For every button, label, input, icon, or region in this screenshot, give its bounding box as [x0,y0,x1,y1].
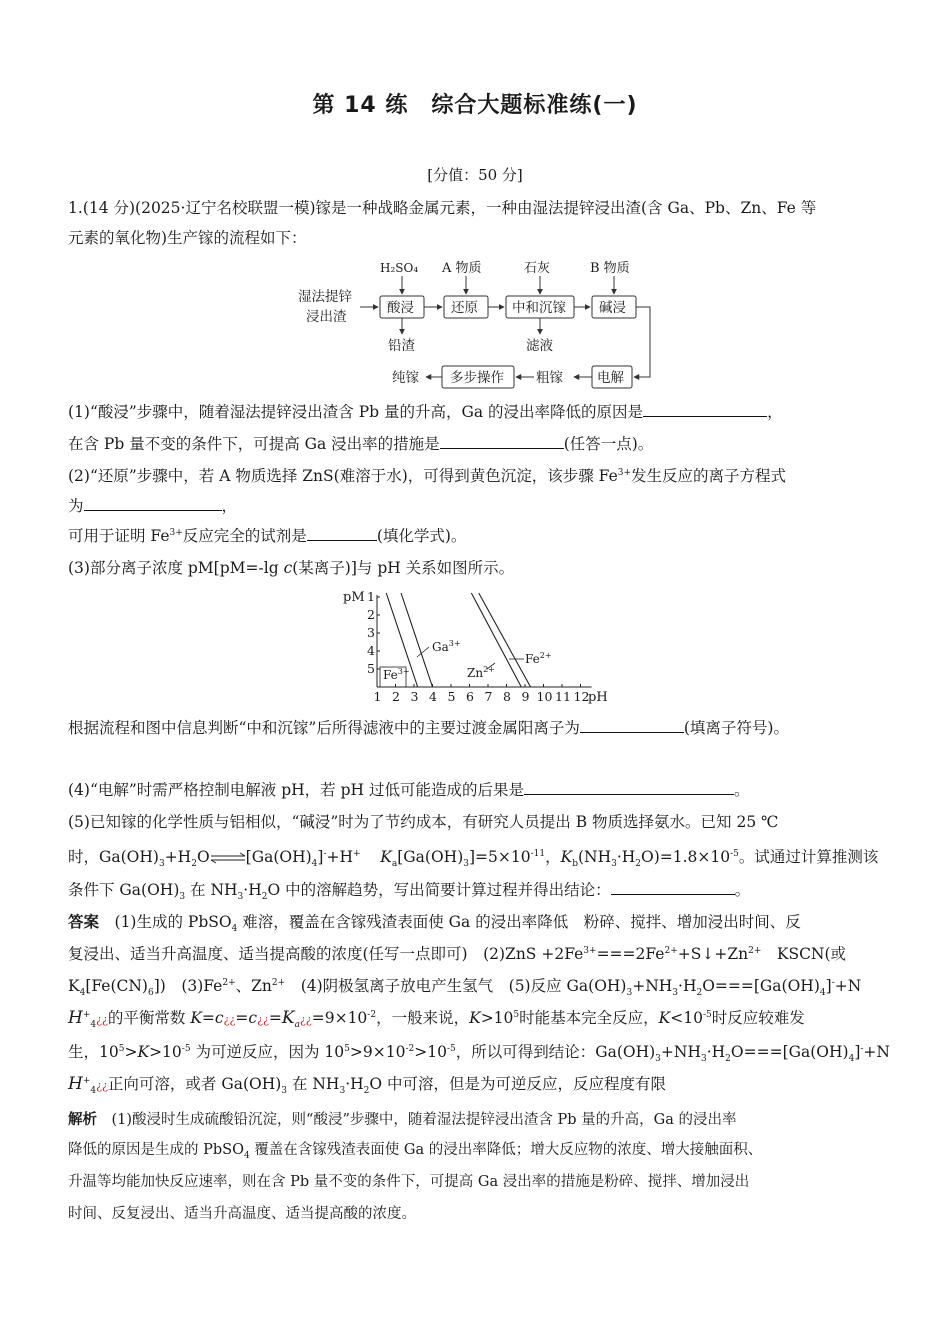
q1-stem-line-1: 1.(14 分)(2025·辽宁名校联盟一模)镓是一种战略金属元素，一种由湿法提锌浸出渣(含 Ga、Pb、Zn、Fe 等 [68,199,817,217]
t: <10 [670,1009,703,1027]
t: 在 NH [185,881,238,899]
s: + [82,1075,91,1086]
t: ·H [616,848,636,866]
chart-label-zn2: $Zn^{2+}$ [467,665,495,680]
s: 3 [463,859,469,870]
analysis-line-1 [68,1108,883,1132]
t: ·H [243,881,262,899]
t: 复浸出、适当升高温度、适当提高酸的浓度(任写一点即可) (2)ZnS +2Fe [68,945,584,963]
text: (填化学式)。 [376,527,467,545]
t: +H [164,848,192,866]
t: 覆盖在含镓残渣表面使 Ga 的浸出率降低；增大反应物的浓度、增大接触面积、 [249,1142,763,1158]
q1-part3-line-a [68,556,883,580]
q1-part5-line-b [68,845,883,869]
s: 3 [179,892,186,903]
s: 3 [626,988,633,999]
t: ] [317,848,324,866]
t: >9×10 [349,1043,406,1061]
answer-line-1 [68,910,883,934]
answer-blank-6[interactable] [524,778,734,795]
flow-start-label-2: 浸出渣 [306,309,347,325]
s: 2 [363,1086,370,1097]
s: 2+ [271,977,286,988]
t: K [68,977,80,995]
s: 3 [237,892,244,903]
s: -5 [730,848,739,859]
s: 4 [311,859,318,870]
t: ¿¿ [299,1013,312,1026]
t: O 中可溶，但是为可逆反应，反应程度有限 [369,1075,667,1093]
t: (1)酸浸时生成硫酸铅沉淀，则“酸浸”步骤中，随着湿法提锌浸出渣含 Pb 量的升高，Ga 的浸出率 [97,1112,737,1128]
t: ¿¿ [96,1013,108,1026]
text: 反应完全的试剂是 [182,527,307,545]
chart-x-label: pH [588,690,608,705]
s: 2 [635,859,642,870]
t: +H [326,848,354,866]
s: 4 [90,1086,97,1097]
t: K [380,848,392,866]
t: [Fe(CN) [85,977,148,995]
answer-blank-5[interactable] [580,716,684,733]
text: (4)“电解”时需严格控制电解液 pH，若 pH 过低可能造成的后果是 [68,781,524,799]
y-tick-label: 5 [367,661,375,676]
s: 3 [281,1086,288,1097]
t: [Ga(OH) [397,848,464,866]
t: +N [863,1043,890,1061]
t: ¿¿ [96,1079,108,1092]
text: c [283,559,293,577]
t: >10 [414,1043,447,1061]
punct: ， [221,497,238,515]
t: (4)阴极氢离子放电产生氢气 (5)反应 Ga(OH) [285,977,627,995]
s: 5 [513,1009,520,1020]
answer-line-6 [68,1072,883,1098]
s: 2 [725,1054,731,1065]
s: a [391,859,398,870]
flow-input-lime: 石灰 [524,261,551,276]
t: 时反应较难发 [711,1009,805,1027]
t: 条件下 Ga(OH) [68,881,180,899]
s: 2+ [222,977,236,988]
t: 为可逆反应，因为 10 [190,1043,345,1061]
x-tick-label: 11 [555,689,571,704]
s: 2+ [748,945,762,956]
text: (2)“还原”步骤中，若 A 物质选择 ZnS(难溶于水)，可得到黄色沉淀，该步骤 Fe [68,467,618,485]
flow-reduce-label: 还原 [451,300,478,316]
x-tick-label: 7 [484,689,493,704]
punct: (任答一点)。 [563,435,654,453]
x-tick-label: 10 [536,689,553,704]
x-tick-label: 8 [503,689,511,704]
s: 4 [231,924,238,935]
t: ] [854,1043,861,1061]
answer-line-3 [68,974,883,998]
t: ]) (3)Fe [153,977,223,995]
t: 在 NH [287,1075,340,1093]
s: 3 [339,1086,346,1097]
s: 5 [344,1043,350,1054]
t: +NH [632,977,673,995]
s: 4 [848,1054,855,1065]
analysis-label: 解析 [68,1112,97,1128]
q1-part5-line-a: (5)已知镓的化学性质与铝相似，“碱浸”时为了节约成本，有研究人员提出 B 物质选择氨水。已知 25 ℃ [68,813,779,831]
text: (某离子)]与 pH 关系如图所示。 [292,559,515,577]
t: 正向可溶，或者 Ga(OH) [107,1075,282,1093]
t: >10 [149,1043,182,1061]
s: -5 [446,1043,456,1054]
s: -11 [530,848,546,859]
chart-label-fe3: $Fe^{3+}$ [383,667,410,682]
equilibrium-arrow-icon [210,852,246,864]
sup: 3+ [169,527,183,538]
x-tick-label: 5 [447,689,456,704]
s: -2 [367,1009,377,1020]
t: O===[Ga(OH) [702,977,820,995]
t: [Ga(OH) [245,848,312,866]
s: 4 [243,1150,250,1161]
q1-part1-line-a [68,400,883,424]
label-leader-ga3 [417,647,429,657]
flow-output-lead: 铅渣 [388,338,415,354]
t: O [196,848,210,866]
s: 3 [672,988,679,999]
q1-part4-line [68,778,883,802]
t: 的平衡常数 [107,1009,191,1027]
answer-blank-1[interactable] [643,400,767,417]
t: K [137,1043,150,1061]
s: 4 [819,988,826,999]
pm-ph-chart [335,585,625,707]
analysis-line-2 [68,1138,883,1162]
punct: 。 [734,881,751,899]
t: +S↓+Zn [677,945,749,963]
text: (填离子符号)。 [683,719,789,737]
chart-y-label: pM [343,590,365,605]
t: ， [545,848,561,866]
flow-output-filtrate: 滤液 [526,338,553,354]
flow-alkali-leach-label: 碱浸 [599,300,626,316]
flow-multistep-label: 多步操作 [450,370,504,386]
sup: 3+ [617,467,632,478]
s: 3 [700,1054,707,1065]
t: ¿¿ [257,1013,269,1026]
t: H [68,1008,83,1028]
s: 5 [118,1043,125,1054]
text: 可用于证明 Fe [68,527,170,545]
process-flow-diagram [290,254,670,390]
x-tick-label: 1 [373,689,382,704]
flow-acid-leach-label: 酸浸 [387,300,414,316]
t: O===[Ga(OH) [730,1043,849,1061]
answer-label: 答案 [68,913,100,931]
t: =c [235,1009,258,1027]
answer-blank-2[interactable] [440,432,564,449]
x-tick-label: 12 [573,689,590,704]
q1-part1-text: (1)“酸浸”步骤中，随着湿法提锌浸出渣含 Pb 量的升高，Ga 的浸出率降低的原因是 [68,403,644,421]
t: KSCN(或 [761,945,847,963]
chart-label-ga3: $Ga^{3+}$ [432,639,461,654]
s: 4 [90,1020,97,1031]
q1-part1-text-b: 在含 Pb 量不变的条件下，可提高 Ga 浸出率的措施是 [68,435,440,453]
t: K [469,1009,481,1027]
s: 3 [611,859,617,870]
y-tick-label: 2 [367,607,375,622]
flow-input-b: B 物质 [590,261,630,276]
t: > [124,1043,138,1061]
q1-part2-line-b [68,494,883,518]
punct: ， [767,403,783,421]
t: H [68,1074,83,1094]
chart-label-fe2: $Fe^{2+}$ [525,651,552,666]
text: 根据流程和图中信息判断“中和沉镓”后所得滤液中的主要过渡金属阳离子为 [68,719,580,737]
t: ] [825,977,832,995]
s: + [353,848,361,859]
flow-pure-gallium: 纯镓 [392,370,419,386]
t: (1)生成的 PbSO [99,913,232,931]
t: 时，Ga(OH) [68,848,159,866]
t: 难溶，覆盖在含镓残渣表面使 Ga 的浸出率降低 粉碎、搅拌、增加浸出时间、反 [237,913,801,931]
s: - [831,977,835,988]
answer-blank-3[interactable] [84,494,222,511]
flow-electrolysis-label: 电解 [597,370,624,386]
text: (3)部分离子浓度 pM[pM=-lg [68,559,284,577]
t: 。试通过计算推测该 [738,848,879,866]
t: K [560,848,573,866]
t: ===2Fe [596,945,665,963]
q1-part5-line-c [68,878,883,902]
t: 、Zn [235,977,272,995]
page-title: 第 14 练 综合大题标准练(一) [312,93,638,118]
q1-part2-line-c [68,524,883,548]
t: 生，10 [68,1043,119,1061]
t: 降低的原因是生成的 PbSO [68,1142,244,1158]
q1-part2-line-a [68,464,883,488]
s: 2+ [664,945,678,956]
analysis-line-4: 时间、反复浸出、适当升高温度、适当提高酸的浓度。 [68,1206,416,1222]
flow-neutralize-label: 中和沉镓 [512,300,566,316]
s: b [572,859,578,870]
s: 2 [696,988,703,999]
x-tick-label: 3 [410,689,419,704]
answer-line-5 [68,1040,890,1065]
t: O 中的溶解趋势，写出简要计算过程并得出结论： [267,881,611,899]
answer-blank-7[interactable] [611,878,735,895]
t: ]=5×10 [468,848,531,866]
analysis-line-3: 升温等均能加快反应速率，则在含 Pb 量不变的条件下，可提高 Ga 浸出率的措施是粉碎、搅拌、增加浸出 [68,1174,750,1190]
s: - [860,1043,864,1054]
y-tick-label: 3 [367,625,375,640]
t: =9×10 [311,1009,368,1027]
flow-input-h2so4: H₂SO₄ [380,261,419,275]
t: K [658,1009,671,1027]
t: ·H [678,977,697,995]
x-tick-label: 2 [392,689,400,704]
text: 发生反应的离子方程式 [631,467,787,485]
punct: 。 [733,781,750,799]
s: -2 [405,1043,415,1054]
t: ·H [345,1075,364,1093]
t: +N [834,977,862,995]
x-tick-label: 9 [521,689,530,704]
x-tick-label: 4 [429,689,437,704]
flow-crude-gallium: 粗镓 [536,370,563,386]
answer-line-4 [68,1006,883,1032]
t: ，所以可得到结论：Ga(OH) [455,1043,656,1061]
flow-start-label-1: 湿法提锌 [298,289,352,305]
text: 为 [68,497,84,515]
flow-input-a: A 物质 [442,261,482,276]
t: ¿¿ [223,1013,236,1026]
s: 2 [261,892,268,903]
answer-line-2 [68,942,883,966]
t: ·H [706,1043,726,1061]
s: 2 [191,859,197,870]
q1-part1-line-b [68,432,883,456]
t: O)=1.8×10 [641,848,731,866]
t: K [281,1008,295,1028]
s: 3 [158,859,165,870]
s: - [323,848,327,859]
t: = [268,1009,282,1027]
y-tick-label: 4 [367,643,375,658]
s: 3 [655,1054,661,1065]
score-line: [分值：50 分] [427,166,523,184]
t: +NH [660,1043,701,1061]
t: 时能基本完全反应， [519,1009,659,1027]
s: + [82,1009,91,1020]
t: >10 [480,1009,514,1027]
answer-blank-4[interactable] [307,524,377,541]
y-tick-label: 1 [367,589,375,604]
s: a [294,1020,300,1031]
q1-part3-line-b [68,716,883,740]
t: (NH [577,848,612,866]
t: ，一般来说， [376,1009,470,1027]
s: -5 [702,1009,712,1020]
s: -5 [181,1043,191,1054]
t: K=c [190,1009,224,1027]
s: 3+ [583,945,597,956]
q1-stem-line-2: 元素的氧化物)生产镓的流程如下： [68,229,307,247]
s: 6 [147,988,154,999]
x-tick-label: 6 [466,689,474,704]
s: 4 [79,988,86,999]
